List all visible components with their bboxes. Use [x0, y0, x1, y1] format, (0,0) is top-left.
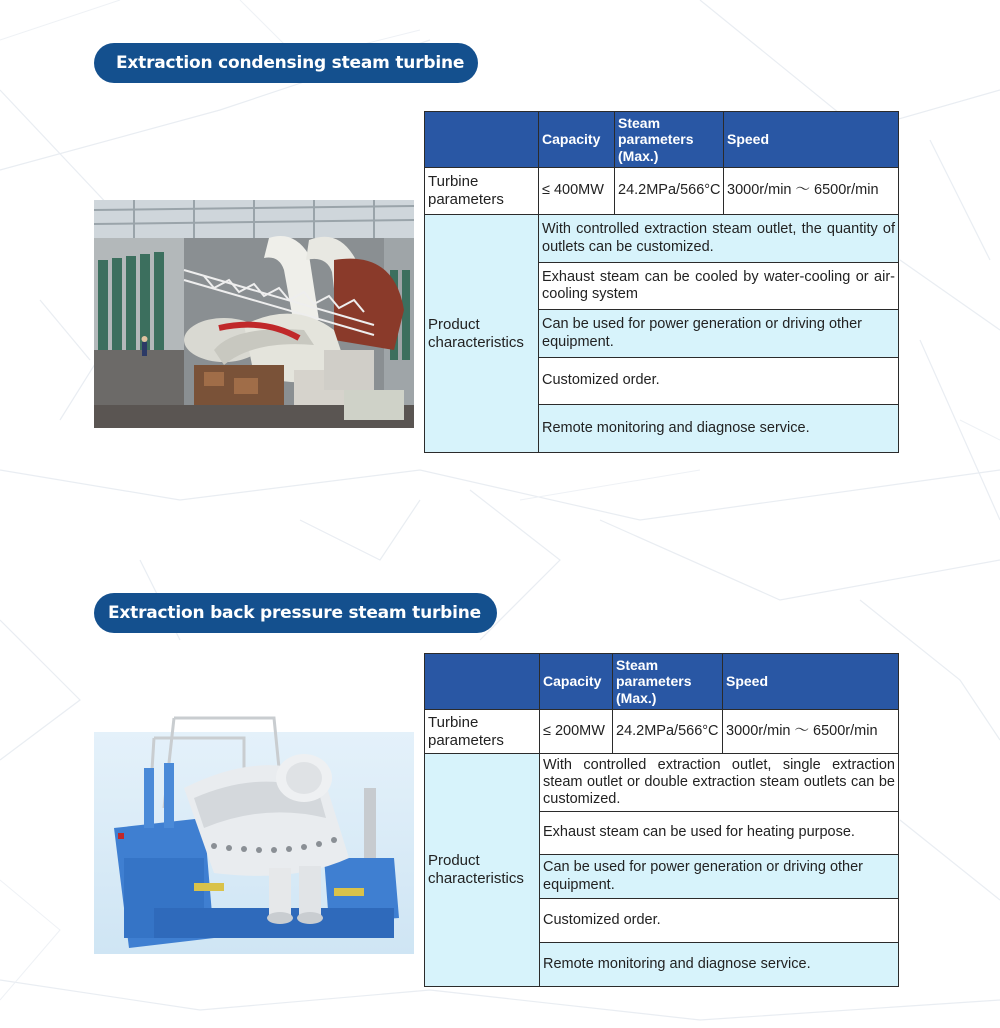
- characteristic-item: With controlled extraction steam outlet, the quantity of outlets can be customized.: [539, 215, 899, 263]
- header-blank: [425, 654, 540, 710]
- characteristic-row: [425, 754, 899, 812]
- spec-table-condensing: [424, 111, 899, 453]
- characteristic-item: Exhaust steam can be cooled by water-cooling or air-cooling system: [539, 263, 899, 310]
- characteristic-item: Remote monitoring and diagnose service.: [540, 943, 899, 987]
- characteristic-item: Remote monitoring and diagnose service.: [539, 405, 899, 453]
- turbine-parameters-row: [425, 168, 899, 215]
- section-title-extraction-back-pressure: Extraction back pressure steam turbine: [94, 593, 497, 633]
- back-pressure-turbine-photo: [94, 708, 414, 954]
- speed-value: 3000r/min ～ 6500r/min: [724, 168, 899, 215]
- table-header-row: [425, 112, 899, 168]
- characteristic-item: Customized order.: [540, 899, 899, 943]
- characteristic-item: Can be used for power generation or driving other equipment.: [540, 855, 899, 899]
- turbine-hall-image: [94, 200, 414, 428]
- product-characteristics-label: Product characteristics: [425, 754, 540, 987]
- turbine-parameters-label: Turbine parameters: [425, 168, 539, 215]
- capacity-value: ≤ 200MW: [540, 710, 613, 754]
- turbine-parameters-row: [425, 710, 899, 754]
- characteristic-row: [425, 215, 899, 263]
- spec-table-back-pressure: [424, 653, 899, 987]
- condensing-turbine-photo: [94, 200, 414, 428]
- header-blank: [425, 112, 539, 168]
- header-capacity: Capacity: [539, 112, 615, 168]
- turbine-product-image: [94, 708, 414, 954]
- characteristic-item: Can be used for power generation or driving other equipment.: [539, 310, 899, 358]
- characteristic-item: Customized order.: [539, 358, 899, 405]
- product-characteristics-label: Product characteristics: [425, 215, 539, 453]
- header-speed: Speed: [724, 112, 899, 168]
- characteristic-item: With controlled extraction outlet, single extraction steam outlet or double extraction steam outlets can be customized.: [540, 754, 899, 812]
- header-steam-parameters: Steam parameters (Max.): [613, 654, 723, 710]
- header-capacity: Capacity: [540, 654, 613, 710]
- capacity-value: ≤ 400MW: [539, 168, 615, 215]
- header-steam-parameters: Steam parameters (Max.): [615, 112, 724, 168]
- steam-parameters-value: 24.2MPa/566°C: [615, 168, 724, 215]
- characteristic-item: Exhaust steam can be used for heating purpose.: [540, 812, 899, 855]
- turbine-parameters-label: Turbine parameters: [425, 710, 540, 754]
- section-title-extraction-condensing: Extraction condensing steam turbine: [94, 43, 478, 83]
- header-speed: Speed: [723, 654, 899, 710]
- steam-parameters-value: 24.2MPa/566°C: [613, 710, 723, 754]
- table-header-row: [425, 654, 899, 710]
- speed-value: 3000r/min ～ 6500r/min: [723, 710, 899, 754]
